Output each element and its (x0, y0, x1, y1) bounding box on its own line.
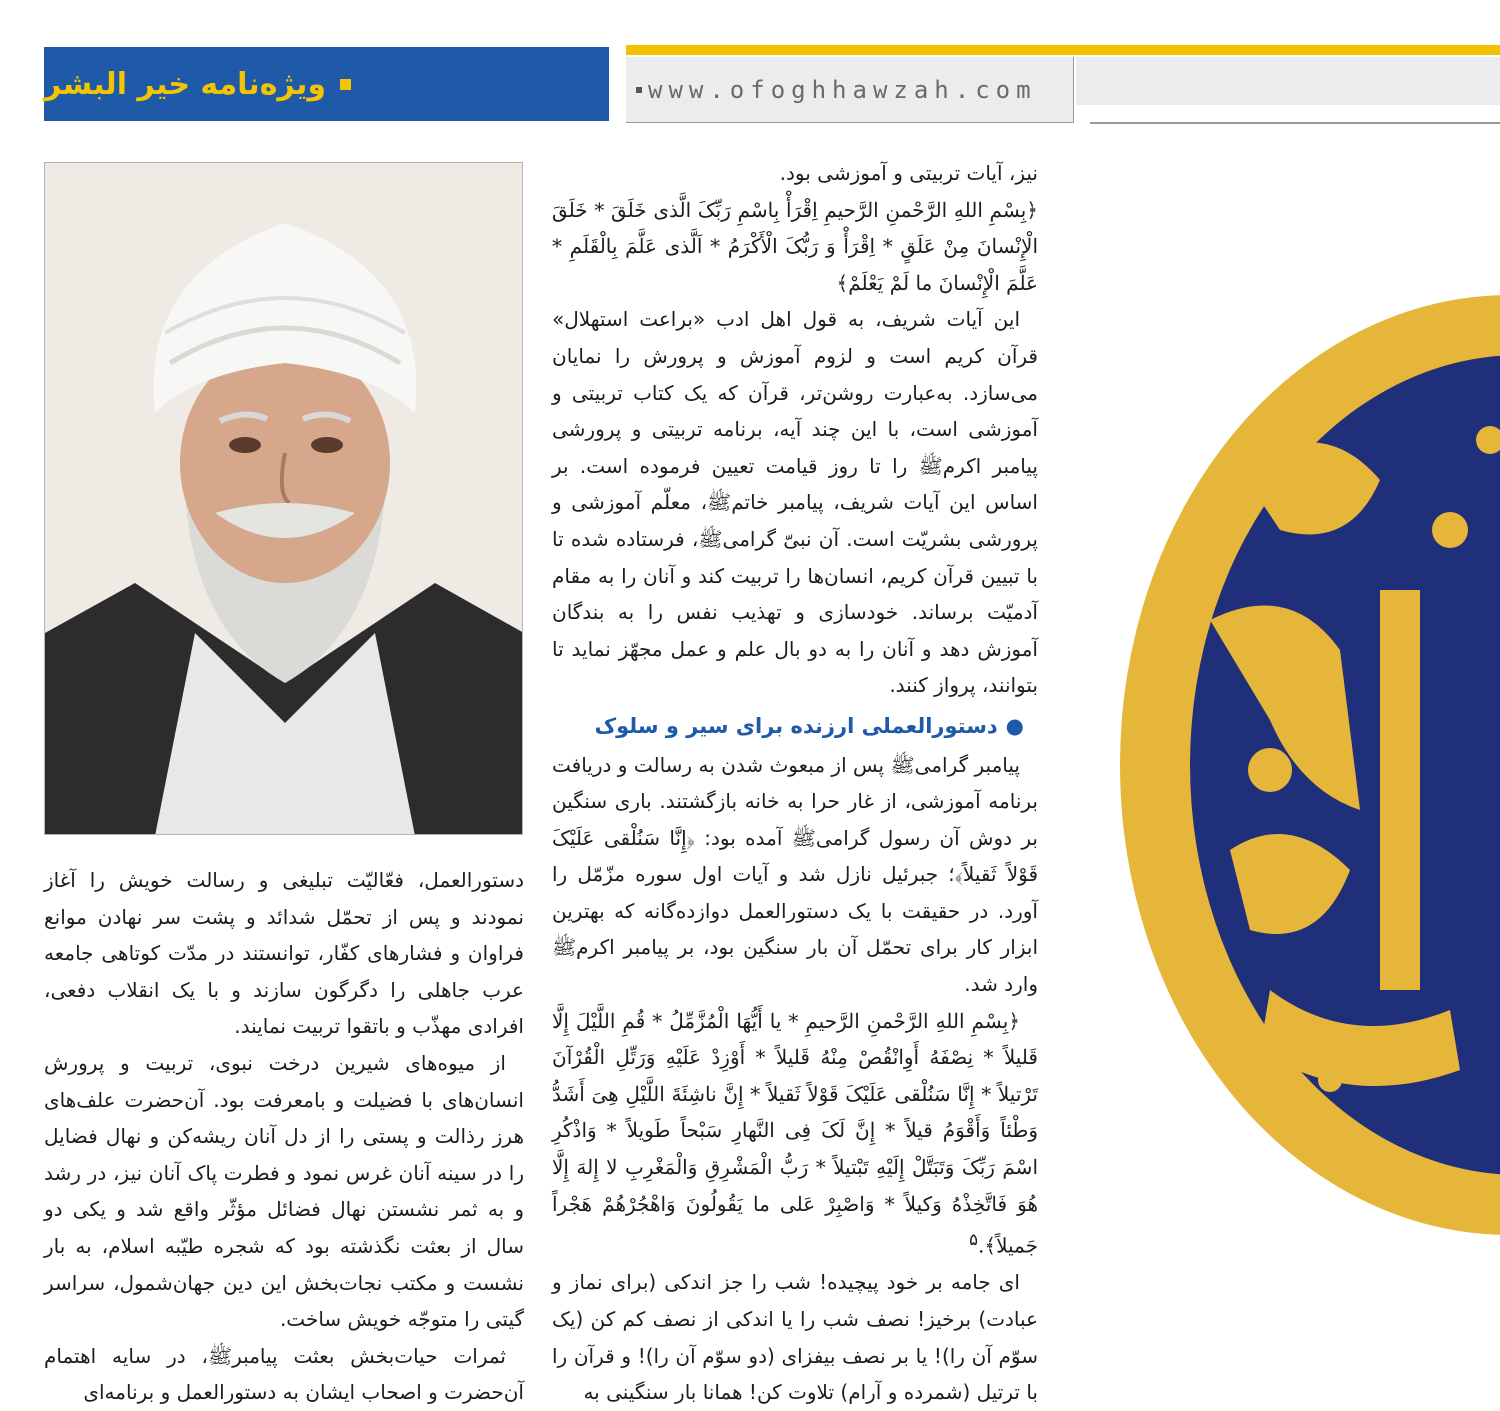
quran-verse-text: ﴿بِسْمِ اللهِ الرَّحْمنِ الرَّحیمِ * یا أَیُّهَا الْمُزَّمِّلُ * قُمِ اللَّیْلَ إِلَّا قَلیلاً * نِصْفَهُ أَوِانْقُصْ مِنْهُ قَلیلاً * أَوْزِدْ عَلَیْهِ وَرَتِّلِ الْقُرْآنَ تَرْتیلاً * إِنَّا سَنُلْقی عَلَیْکَ قَوْلاً ثَقیلاً * إِنَّ ناشِئَةَ اللَّیْلِ هِیَ أَشَدُّ وَطْئاً وَأَقْوَمُ قیلاً * إِنَّ لَکَ فِی النَّهارِ سَبْحاً طَویلاً * وَاذْکُرِ اسْمَ رَبِّکَ وَتَبَتَّلْ إِلَیْهِ تَبْتیلاً * رَبُّ الْمَشْرِقِ وَالْمَغْرِبِ لا إِلهَ إِلَّا هُوَ فَاتَّخِذْهُ وَکیلاً * وَاصْبِرْ عَلی ما یَقُولُونَ وَاهْجُرْهُمْ هَجْراً جَمیلاً﴾. (552, 1008, 1038, 1258)
portrait-photo (44, 162, 523, 835)
bullet-square-icon (636, 87, 642, 93)
website-box (626, 57, 1074, 123)
calligraphy-emblem (1120, 290, 1500, 1240)
paragraph: از میوه‌های شیرین درخت نبوی، تربیت و پرورش انسان‌های با فضیلت و بامعرفت بود. آن‌حضرت علف‌های هرز رذالت و پستی را از دل آنان ریشه‌کن و نهال فضایل را در سینه آنان غرس نمود و فطرت پاک آنان نیز، در رشد و به ثمر نشستن نهال فضائل مؤثّر واقع شد و یکی دو سال از بعثت نگذشته بود که شجره طیّبه اسلام، به بار نشست و مکتب نجات‌بخش این دین جهان‌شمول، سراسر گیتی را متوجّه خویش ساخت. (44, 1050, 524, 1332)
website-url[interactable]: www.ofoghhawzah.com (648, 75, 1037, 104)
paragraph: این آیات شریف، به قول اهل ادب «براعت استهلال» قرآن کریم است و لزوم آموزش و پرورش را نمایان می‌سازد. به‌عبارت روشن‌تر، قرآن که یک کتاب تربیتی و آموزشی است، با این چند آیه، برنامه تربیتی و پرورشی پیامبر اکرمﷺ را تا روز قیامت تعیین فرموده است. بر اساس این آیات شریف، پیامبر خاتمﷺ، معلّم آموزشی و پرورشی بشریّت است. آن نبیّ گرامیﷺ، فرستاده شده تا با تبیین قرآن کریم، انسان‌ها را تربیت کند و آنان را به مقام آدمیّت برساند. خودسازی و تهذیب نفس را به بندگان آموزش دهد و آنان را به دو بال علم و عمل مجهّز نماید تا بتوانند، پرواز کنند. (552, 307, 1038, 698)
footnote-marker[interactable]: ۵ (969, 1230, 979, 1250)
paragraph: دستورالعمل، فعّالیّت تبلیغی و رسالت خویش را آغاز نمودند و پس از تحمّل شدائد و پشت سر نهادن موانع فراوان و فشارهای کفّار، توانستند در مدّت کوتاهی جامعه عرب جاهلی را دگرگون سازند و با یک انقلاب دفعی، افرادی مهذّب و باتقوا تربیت نمایند. (44, 868, 524, 1039)
paragraph: ای جامه بر خود پیچیده! شب را جز اندکی (برای نماز و عبادت) برخیز! نصف شب را یا اندکی از نصف کم کن (یک سوّم آن را)! یا بر نصف بیفزای (دو سوّم آن را)! و قرآن را با ترتیل (شمرده و آرام) تلاوت کن! همانا بار سنگینی به (552, 1270, 1038, 1405)
left-text-column (44, 862, 524, 1411)
bullet-square-icon (340, 79, 351, 90)
paragraph: پیامبر گرامیﷺ پس از مبعوث شدن به رسالت و دریافت برنامه آموزشی، از غار حرا به خانه بازگشتند. باری سنگین بر دوش آن رسول گرامیﷺ آمده بود: ﴿إِنَّا سَنُلْقی عَلَیْکَ قَوْلاً ثَقیلاً﴾؛ جبرئیل نازل شد و آیات اول سوره مزّمّل را آورد. در حقیقت با یک دستورالعمل دوازده‌گانه که بهترین ابزار کار برای تحمّل آن بار سنگین بود، بر پیامبر اکرمﷺ وارد شد. (552, 752, 1038, 997)
section-header-banner (44, 47, 609, 121)
middle-text-column (552, 155, 1038, 1411)
header-divider (1090, 122, 1500, 124)
section-title: ویژه‌نامه خیر البشر (44, 66, 326, 102)
portrait-illustration (45, 163, 523, 835)
quran-verse (552, 1003, 1038, 1265)
quran-verse: ﴿بِسْمِ اللهِ الرَّحْمنِ الرَّحیمِ اِقْرَأْ بِاسْمِ رَبِّکَ الَّذی خَلَقَ * خَلَقَ الْإِنْسانَ مِنْ عَلَقٍ * اِقْرَأْ وَ رَبُّکَ الْأَکْرَمُ * اَلَّذی عَلَّمَ بِالْقَلَمِ * عَلَّمَ الْإِنْسانَ ما لَمْ یَعْلَمْ﴾ (552, 197, 1038, 295)
header-gray-strip (1076, 57, 1500, 105)
paragraph: نیز، آیات تربیتی و آموزشی بود. (779, 161, 1038, 185)
subheading (552, 708, 1038, 745)
subheading-text: دستورالعملی ارزنده برای سیر و سلوک (594, 713, 998, 738)
bullet-dot-icon: ● (1005, 713, 1024, 738)
top-accent-bar (626, 45, 1500, 55)
paragraph: ثمرات حیات‌بخش بعثت پیامبرﷺ، در سایه اهتمام آن‌حضرت و اصحاب ایشان به دستورالعمل و برنامه‌ای (44, 1343, 524, 1405)
